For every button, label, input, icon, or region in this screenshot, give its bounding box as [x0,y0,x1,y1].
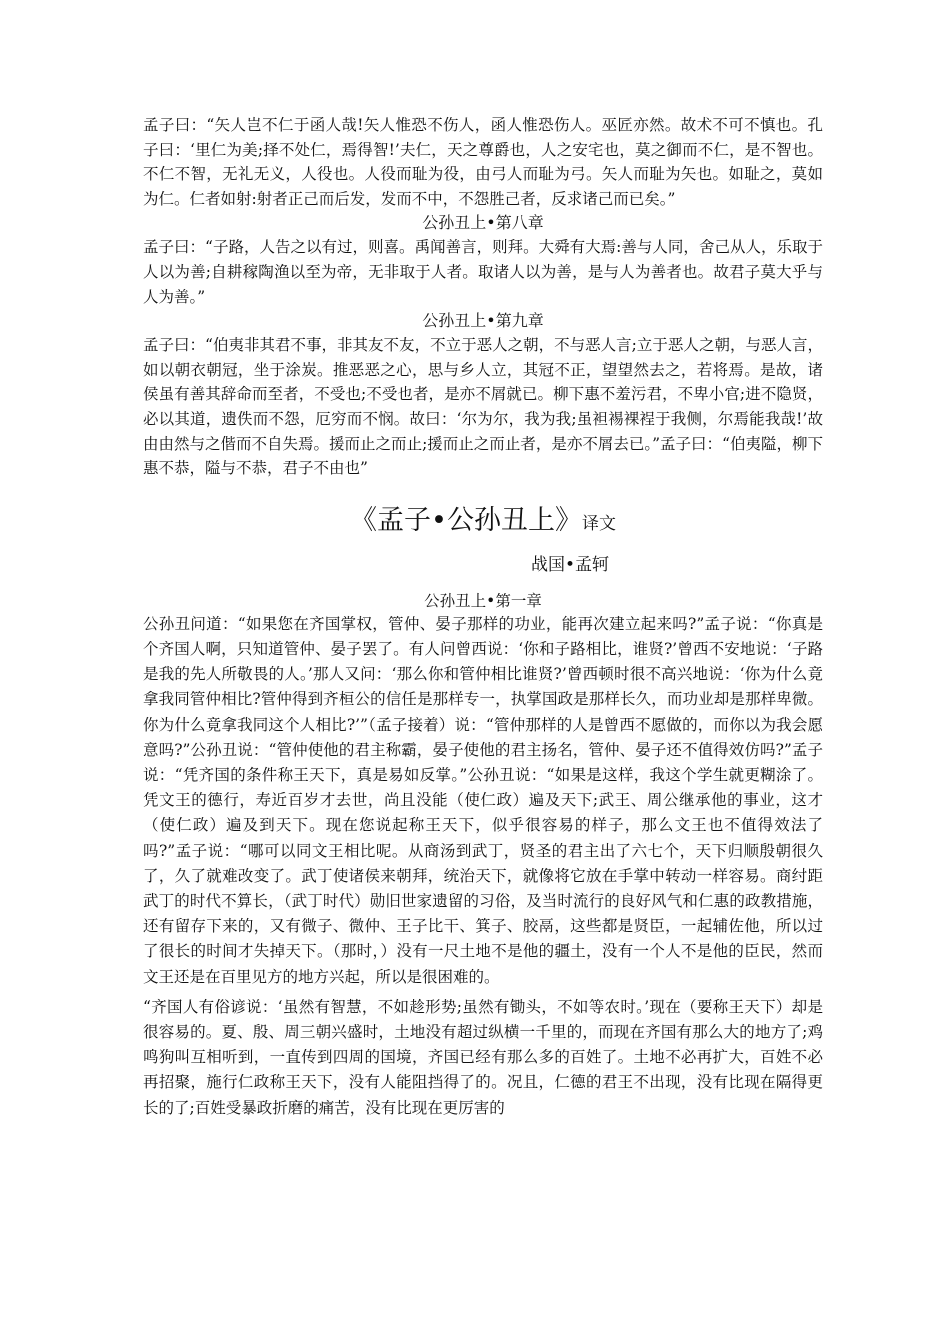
translation-title [143,499,823,546]
chapter-heading-9: 公孙丑上•第九章 [422,311,544,331]
document-page [143,113,823,1121]
original-paragraph-8: 孟子曰：“子路，人告之以有过，则喜。禹闻善言，则拜。大舜有大焉:善与人同，舍己从人，乐取于人以为善;自耕稼陶渔以至为帝，无非取于人者。取诸人以为善，是与人为善者也。故君子莫大乎与人为善。” [143,238,823,306]
original-paragraph-7: 孟子曰：“矢人岂不仁于函人哉!矢人惟恐不伤人，函人惟恐伤人。巫匠亦然。故术不可不慎也。孔子曰：‘里仁为美;择不处仁，焉得智!’夫仁，天之尊爵也，人之安宅也，莫之御而不仁，是不智也。不仁不智，无礼无义，人役也。人役而耻为役，由弓人而耻为弓。矢人而耻为矢也。如耻之，莫如为仁。仁者如射:射者正己而后发，发而不中，不怨胜己者，反求诸己而已矣。” [143,116,823,208]
chapter-heading-8: 公孙丑上•第八章 [422,213,544,233]
author-line: 战国•孟轲 [531,554,610,575]
original-paragraph-9: 孟子曰：“伯夷非其君不事，非其友不友，不立于恶人之朝，不与恶人言;立于恶人之朝，与恶人言，如以朝衣朝冠，坐于涂炭。推恶恶之心，思与乡人立，其冠不正，望望然去之，若将焉。是故，诸侯虽有善其辞命而至者，不受也;不受也者，是亦不屑就已。柳下惠不羞污君，不卑小官;进不隐贤，必以其道，遗佚而不怨，厄穷而不悯。故曰：‘尔为尔，我为我;虽袒裼裸裎于我侧，尔焉能我哉!’故由由然与之偕而不自失焉。援而止之而止;援而止之而止者，是亦不屑去已。”孟子曰：“伯夷隘，柳下惠不恭，隘与不恭，君子不由也” [143,336,823,478]
translation-chapter-heading-1: 公孙丑上•第一章 [424,591,542,610]
translation-title-suffix: 译文 [581,513,616,534]
translation-paragraph-2: “齐国人有俗谚说：‘虽然有智慧，不如趁形势;虽然有锄头，不如等农时。’现在（要称王天下）却是很容易的。夏、殷、周三朝兴盛时，土地没有超过纵横一千里的，而现在齐国有那么大的地方了;鸡鸣狗叫互相听到，一直传到四周的国境，齐国已经有那么多的百姓了。土地不必再扩大，百姓不必再招聚，施行仁政称王天下，没有人能阻挡得了的。况且，仁德的君王不出现，没有比现在隔得更长的了;百姓受暴政折磨的痛苦，没有比现在更厉害的 [143,997,823,1117]
translation-title-main: 《孟子•公孙丑上》 [350,504,582,536]
translation-paragraph-1: 公孙丑问道：“如果您在齐国掌权，管仲、晏子那样的功业，能再次建立起来吗?”孟子说：“你真是个齐国人啊，只知道管仲、晏子罢了。有人问曾西说：‘你和子路相比，谁贤?’曾西不安地说：‘子路是我的先人所敬畏的人。’那人又问：‘那么你和管仲相比谁贤?’曾西顿时很不高兴地说：‘你为什么竟拿我同管仲相比?管仲得到齐桓公的信任是那样专一，执掌国政是那样长久，而功业却是那样卑微。你为什么竟拿我同这个人相比?’”（孟子接着）说：“管仲那样的人是曾西不愿做的，而你以为我会愿意吗?”公孙丑说：“管仲使他的君主称霸，晏子使他的君主扬名，管仲、晏子还不值得效仿吗?”孟子说：“凭齐国的条件称王天下，真是易如反掌。”公孙丑说：“如果是这样，我这个学生就更糊涂了。凭文王的德行，寿近百岁才去世，尚且没能（使仁政）遍及天下;武王、周公继承他的事业，这才（使仁政）遍及到天下。现在您说起称王天下，似乎很容易的样子，那么文王也不值得效法了吗?”孟子说：“哪可以同文王相比呢。从商汤到武丁，贤圣的君主出了六七个，天下归顺殷朝很久了，久了就难改变了。武丁使诸侯来朝拜，统治天下，就像将它放在手掌中转动一样容易。商纣距武丁的时代不算长，（武丁时代）勋旧世家遗留的习俗，及当时流行的良好风气和仁惠的政教措施，还有留存下来的，又有微子、微仲、王子比干、箕子、胶鬲，这些都是贤臣，一起辅佐他，所以过了很长的时间才失掉天下。（那时，）没有一尺土地不是他的疆土，没有一个人不是他的臣民，然而文王还是在百里见方的地方兴起，所以是很困难的。 [143,614,823,986]
